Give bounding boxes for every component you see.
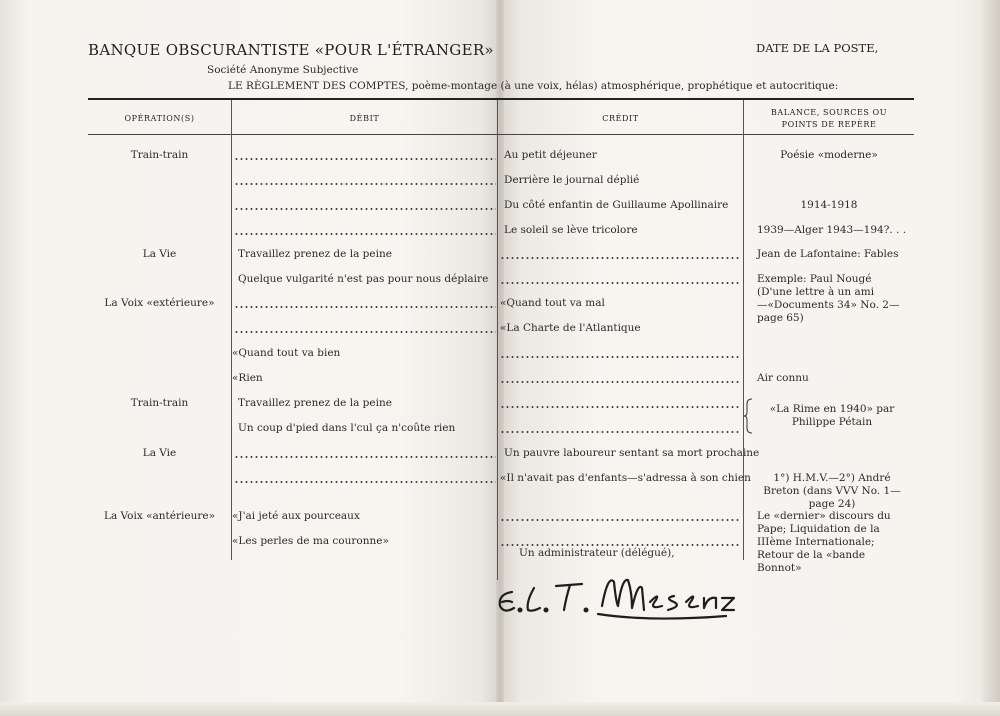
row-11-credit-dots [500,431,741,433]
row-13-credit: «Il n'avait pas d'enfants—s'adressa à son chien [500,472,751,484]
column-header-balance-1: BALANCE, SOURCES OU [770,108,888,117]
bank-name: BANQUE OBSCURANTISTE «POUR L'ÉTRANGER» [88,41,494,59]
row-7-credit: «La Charte de l'Atlantique [500,322,641,334]
row-3-credit: Le soleil se lève tricolore [504,224,638,236]
row-3-debit-dots [234,233,496,235]
row-4-debit: Travaillez prenez de la peine [238,248,392,260]
row-5-debit: Quelque vulgarité n'est pas pour nous déplaire [238,273,489,285]
society-line: Société Anonyme Subjective [207,64,359,76]
row-9-balance: Air connu [757,372,809,384]
column-header-debit: DÉBIT [349,114,380,123]
row-2-credit: Du côté enfantin de Guillaume Apollinaire [504,199,729,211]
column-header-credit: CRÉDIT [602,114,639,123]
column-divider-3 [743,100,744,560]
row-12-credit: Un pauvre laboureur sentant sa mort prochaine [504,447,760,459]
row-3-balance: 1939—Alger 1943—194?. . . [757,224,907,236]
row-15-credit-dots [500,544,741,546]
page-edges [978,0,1000,716]
row-9-credit-dots [500,381,741,383]
row-7-debit-dots [234,331,496,333]
row-4-balance: Jean de Lafontaine: Fables [757,248,899,260]
row-1-credit: Derrière le journal déplié [504,174,640,186]
row-0-debit-dots [234,158,496,160]
row-6-operation: La Voix «extérieure» [104,297,215,309]
column-divider-1 [231,100,232,560]
row-0-operation: Train-train [130,149,189,161]
signature-image [490,562,740,634]
page-bottom-edge [0,702,1000,716]
date-line: DATE DE LA POSTE, [756,41,879,55]
row-1-debit-dots [234,183,496,185]
row-6-debit-dots [234,306,496,308]
row-4-operation: La Vie [142,248,177,260]
row-12-debit-dots [234,456,496,458]
row-0-credit: Au petit déjeuner [504,149,597,161]
row-14-credit-dots [500,519,741,521]
signatory-line: Un administrateur (délégué), [519,547,675,559]
header-rule-top [88,98,914,100]
row-15-debit: «Les perles de ma couronne» [232,535,389,547]
header-rule-bottom [88,134,914,135]
row-5-balance: Exemple: Paul Nougé (D'une lettre à un ami—«Documents 34» No. 2—page 65) [757,273,900,324]
row-4-credit-dots [500,257,741,259]
column-header-operations: OPÉRATION(S) [124,114,195,123]
row-10-debit: Travaillez prenez de la peine [238,397,392,409]
row-8-credit-dots [500,356,741,358]
row-6-credit: «Quand tout va mal [500,297,605,309]
row-12-operation: La Vie [142,447,177,459]
row-0-balance: Poésie «moderne» [780,149,878,161]
reglement-line: LE RÈGLEMENT DES COMPTES, poème-montage (à une voix, hélas) atmosphérique, prophétique et autocritique: [228,80,839,92]
row-14-debit: «J'ai jeté aux pourceaux [232,510,360,522]
row-10-balance: «La Rime en 1940» par Philippe Pétain [769,403,895,428]
column-header-balance-2: POINTS DE REPÈRE [781,120,877,129]
row-14-operation: La Voix «antérieure» [103,510,216,522]
row-8-debit: «Quand tout va bien [232,347,341,359]
row-2-balance: 1914-1918 [800,199,858,211]
column-divider-2 [497,100,498,580]
row-2-debit-dots [234,208,496,210]
row-13-debit-dots [234,481,496,483]
row-11-debit: Un coup d'pied dans l'cul ça n'coûte rien [238,422,456,434]
row-9-debit: «Rien [232,372,263,384]
brace-icon [744,398,754,434]
row-13-balance: 1°) H.M.V.—2°) André Breton (dans VVV No. 1—page 24) [763,472,901,510]
row-10-operation: Train-train [130,397,189,409]
row-5-credit-dots [500,282,741,284]
row-14-balance: Le «dernier» discours du Pape; Liquidation de la IIIème Internationale; Retour de la «bande Bonnot» [757,510,891,574]
row-10-credit-dots [500,406,741,408]
